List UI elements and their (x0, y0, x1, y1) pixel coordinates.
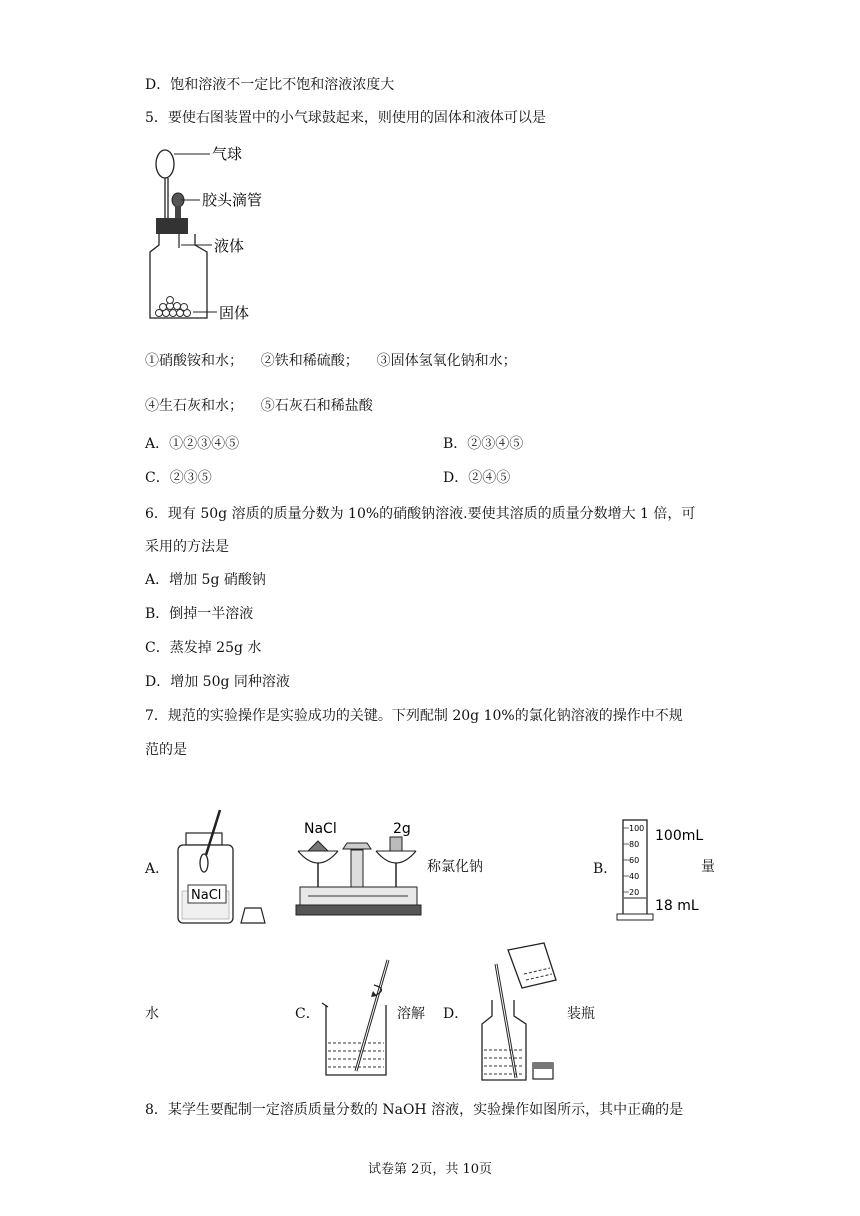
label-dropper: 胶头滴管 (202, 191, 263, 209)
pan-left-label: NaCl (304, 821, 337, 837)
cylinder-top-label: 100mL (655, 828, 704, 844)
balloon-shape (156, 150, 174, 178)
q5-option-b: B．②③④⑤ (443, 436, 524, 452)
q6-option-d: D．增加 50g 同种溶液 (145, 674, 290, 690)
graduated-cylinder-figure (615, 812, 715, 922)
q7-caption-d: 装瓶 (567, 1006, 595, 1022)
bottling-figure (470, 938, 565, 1088)
q5-items-line1: ①硝酸铵和水； ②铁和稀硫酸； ③固体氢氧化钠和水； (145, 353, 517, 369)
q5-stem: 5．要使右图装置中的小气球鼓起来，则使用的固体和液体可以是 (145, 110, 546, 126)
label-balloon: 气球 (212, 145, 243, 163)
cylinder-bottom-label: 18 mL (655, 898, 699, 914)
q6-stem-line1: 6．现有 50g 溶质的质量分数为 10%的硝酸钠溶液.要使其溶质的质量分数增大 1 倍，可 (145, 506, 696, 522)
q7-caption-b-part2: 水 (145, 1006, 159, 1022)
jar-label: NaCl (191, 888, 222, 903)
q7-label-b: B． (593, 861, 618, 877)
q5-items-line2: ④生石灰和水； ⑤石灰石和稀盐酸 (145, 398, 373, 414)
page-footer: 试卷第 2页，共 10页 (367, 1162, 493, 1177)
tick-60: 60 (629, 856, 640, 865)
cylinder-body (623, 820, 647, 916)
q7-caption-a: 称氯化钠 (427, 859, 483, 875)
tick-40: 40 (629, 872, 640, 881)
label-solid: 固体 (219, 304, 250, 322)
q5-option-c: C．②③⑤ (145, 470, 212, 486)
tick-80: 80 (629, 840, 640, 849)
tilted-beaker (508, 943, 556, 988)
jar-stopper (241, 908, 265, 923)
balloon-flask-figure (145, 140, 275, 330)
tick-100: 100 (629, 824, 645, 833)
q4-option-d: D．饱和溶液不一定比不饱和溶液浓度大 (145, 77, 395, 93)
weighing-figure (168, 805, 423, 930)
q5-option-a: A．①②③④⑤ (145, 436, 240, 452)
q7-label-c: C． (295, 1006, 320, 1022)
q7-caption-b-part1: 量 (701, 859, 715, 875)
q6-stem-line2: 采用的方法是 (145, 539, 229, 555)
q6-option-c: C．蒸发掉 25g 水 (145, 640, 262, 656)
tick-20: 20 (629, 888, 640, 897)
q7-caption-c: 溶解 (397, 1006, 425, 1022)
q7-label-d: D． (443, 1006, 469, 1022)
beaker-c (326, 1005, 386, 1075)
q8-stem: 8．某学生要配制一定溶质质量分数的 NaOH 溶液，实验操作如图所示，其中正确的是 (145, 1102, 684, 1118)
q6-option-b: B．倒掉一半溶液 (145, 606, 254, 622)
pan-right-label: 2g (393, 821, 411, 837)
rubber-stopper (156, 218, 188, 234)
q6-option-a: A．增加 5g 硝酸钠 (145, 572, 266, 588)
q5-option-d: D．②④⑤ (443, 470, 511, 486)
q7-label-a: A． (145, 861, 170, 877)
label-liquid: 液体 (214, 237, 245, 255)
dissolving-figure (318, 955, 398, 1085)
q7-stem-line2: 范的是 (145, 742, 187, 758)
q7-stem-line1: 7．规范的实验操作是实验成功的关键。下列配制 20g 10%的氯化钠溶液的操作中不规 (145, 708, 683, 724)
